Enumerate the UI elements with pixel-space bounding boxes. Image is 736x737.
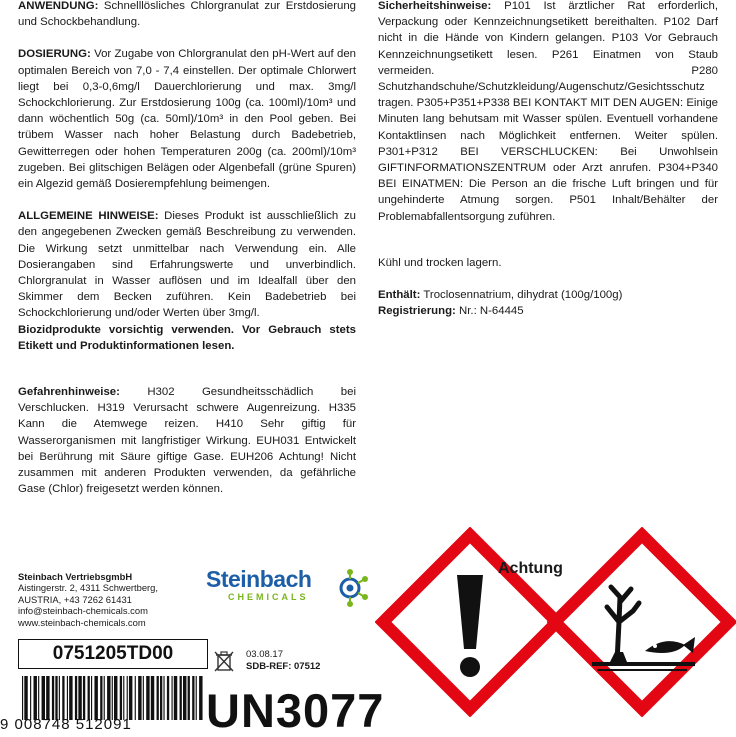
barcode-bar	[55, 676, 57, 720]
exclamation-mark-icon	[375, 527, 565, 717]
barcode-bar	[69, 676, 72, 720]
barcode-bar	[83, 676, 85, 720]
barcode-bar	[192, 676, 194, 720]
barcode-bar	[38, 676, 39, 720]
barcode-bar	[24, 676, 27, 720]
company-address-line2: AUSTRIA, +43 7262 61431	[18, 593, 132, 605]
barcode-bar	[107, 676, 110, 720]
left-text-column	[18, 0, 356, 497]
barcode-bar	[22, 676, 23, 720]
barcode-bar	[160, 676, 162, 720]
barcode-bar	[199, 676, 202, 720]
barcode-bar	[75, 676, 77, 720]
un-number: UN3077	[206, 684, 385, 737]
barcode-bar	[163, 676, 164, 720]
right-text-column	[378, 0, 718, 319]
logo-wordmark: Steinbach	[206, 566, 312, 592]
barcode-bar	[114, 676, 117, 720]
barcode-bar	[157, 676, 159, 720]
company-address-line1: Aistingerstr. 2, 4311 Schwertberg,	[18, 582, 159, 594]
company-name: Steinbach VertriebsgmbH	[18, 571, 133, 582]
logo-subtitle: CHEMICALS	[228, 592, 309, 602]
barcode-bar	[146, 676, 149, 720]
barcode-bar	[112, 676, 113, 720]
dosage-paragraph: DOSIERUNG: Vor Zugabe von Chlorgranulat den pH-Wert auf den optimalen Bereich von 7,0 - 7,4 einstellen. Der optimale Chlorwert liegt bei 0,3-0,6mg/l Dauerchlorierung und max. 3mg/l Schockchlorierung. Zur Erstdosierung 100g (ca. 100ml)/10m³ und dann wöchentlich 50g (ca. 50ml)/10m³ in den Pool geben. Bei trübem Wasser nach hoher Belastung durch Badebetrieb, Gewitterregen oder hohen Temperaturen 200g (ca. 200ml)/10m³ zugeben. Bei glitschigen Belägen oder Algenbefall (grüne Spuren) ein Algezid gemäß Dosierempfehlung beimengen.	[18, 48, 356, 191]
barcode-bar	[67, 676, 68, 720]
ingredients-line: Enthält: Troclosennatrium, dihydrat (100g/100g)	[378, 289, 623, 302]
hazard-statements: Gefahrenhinweise: H302 Gesundheitsschädlich bei Verschlucken. H319 Verursacht schwere Augenreizung. H335 Kann die Atemwege reizen. H410 Sehr giftig für Wasserorganismen mit langfristiger Wirkung. EUH031 Entwickelt bei Berührung mit Säure giftige Gase. EUH206 Achtung! Nicht zusammen mit anderen Produkten verwenden, da gefährliche Gase (Chlor) freigesetzt werden können.	[18, 386, 356, 496]
barcode-bar	[94, 676, 97, 720]
barcode-bar	[123, 676, 124, 720]
barcode-bar	[143, 676, 144, 720]
steinbach-logo	[206, 566, 370, 616]
barcode-bar	[78, 676, 81, 720]
barcode-bar	[167, 676, 169, 720]
barcode-bar	[151, 676, 154, 720]
barcode-bar	[138, 676, 141, 720]
barcode-number: 9 008748 512091	[0, 716, 132, 733]
document-meta	[246, 649, 320, 673]
barcode-bar	[34, 676, 37, 720]
barcode-bar	[129, 676, 132, 720]
storage-note: Kühl und trocken lagern.	[378, 256, 502, 269]
company-website: www.steinbach-chemicals.com	[18, 616, 146, 628]
label-date: 03.08.17	[246, 649, 283, 660]
usage-paragraph: ANWENDUNG: Schnelllösliches Chlorgranulat zur Erstdosierung und Schockbehandlung.	[18, 0, 356, 29]
barcode-bar	[42, 676, 45, 720]
biocide-warning: Biozidprodukte vorsichtig verwenden. Vor Gebrauch stets Etikett und Produktinformationen lesen.	[18, 323, 356, 352]
general-notes-paragraph: ALLGEMEINE HINWEISE: Dieses Produkt ist ausschließlich zu den angegebenen Zwecken gemäß Beschreibung zu verwenden. Die Wirkung setzt unmittelbar nach Verwendung ein. Alle Dosierangaben sind Erfahrungswerte und unverbindlich. Chlorgranulat in Wasser auflösen und im Idealfall über den Skimmer dem Becken zuführen. Kein Badebetrieb bei Schockchlorierung und/oder Werten über 3mg/l.	[18, 210, 356, 320]
environment-hazard-icon	[547, 527, 736, 717]
registration-line: Registrierung: Nr.: N-64445	[378, 305, 524, 318]
barcode-bar	[196, 676, 197, 720]
barcode-bar	[88, 676, 90, 720]
barcode-bar	[120, 676, 122, 720]
barcode-bar	[46, 676, 49, 720]
product-code: 0751205TD00	[18, 639, 208, 669]
barcode-bar	[127, 676, 128, 720]
molecule-icon	[330, 568, 370, 608]
barcode-bar	[174, 676, 177, 720]
barcode-bar	[172, 676, 173, 720]
barcode-bar	[180, 676, 182, 720]
barcode-bar	[62, 676, 64, 720]
company-email: info@steinbach-chemicals.com	[18, 605, 148, 617]
barcode-bar	[104, 676, 105, 720]
sdb-reference: SDB-REF: 07512	[246, 661, 321, 672]
barcode-bar	[135, 676, 136, 720]
crossed-bin-icon	[212, 649, 236, 673]
barcode-bar	[59, 676, 60, 720]
barcode-bar	[30, 676, 31, 720]
barcode-bar	[100, 676, 102, 720]
barcode-bar	[183, 676, 186, 720]
ean-barcode	[18, 676, 208, 720]
precautionary-statements: Sicherheitshinweise: P101 Ist ärztlicher Rat erforderlich, Verpackung oder Kennzeichnungsetikett bereithalten. P102 Darf nicht in die Hände von Kindern gelangen. P103 Vor Gebrauch Kennzeichnungsetikett lesen. P261 Einatmen von Staub vermeiden. P280 Schutzhandschuhe/Schutzkleidung/Augenschutz/Gesichtsschutz tragen. P305+P351+P338 BEI KONTAKT MIT DEN AUGEN: Einige Minuten lang behutsam mit Wasser spülen. Eventuell vorhandene Kontaktlinsen nach Möglichkeit entfernen. Weiter spülen. P301+P312 BEI VERSCHLUCKEN: Bei Unwohlsein GIFTINFORMATIONSZENTRUM oder Arzt anrufen. P304+P340 BEI EINATMEN: Die Person an die frische Luft bringen und für ungehinderte Atmung sorgen. P501 Inhalt/Behälter der Problemabfallentsorgung zuführen.	[378, 0, 718, 223]
barcode-bar	[91, 676, 92, 720]
barcode-bar	[188, 676, 190, 720]
barcode-bar	[52, 676, 54, 720]
signal-word: Achtung	[498, 560, 563, 577]
company-info	[18, 571, 208, 628]
